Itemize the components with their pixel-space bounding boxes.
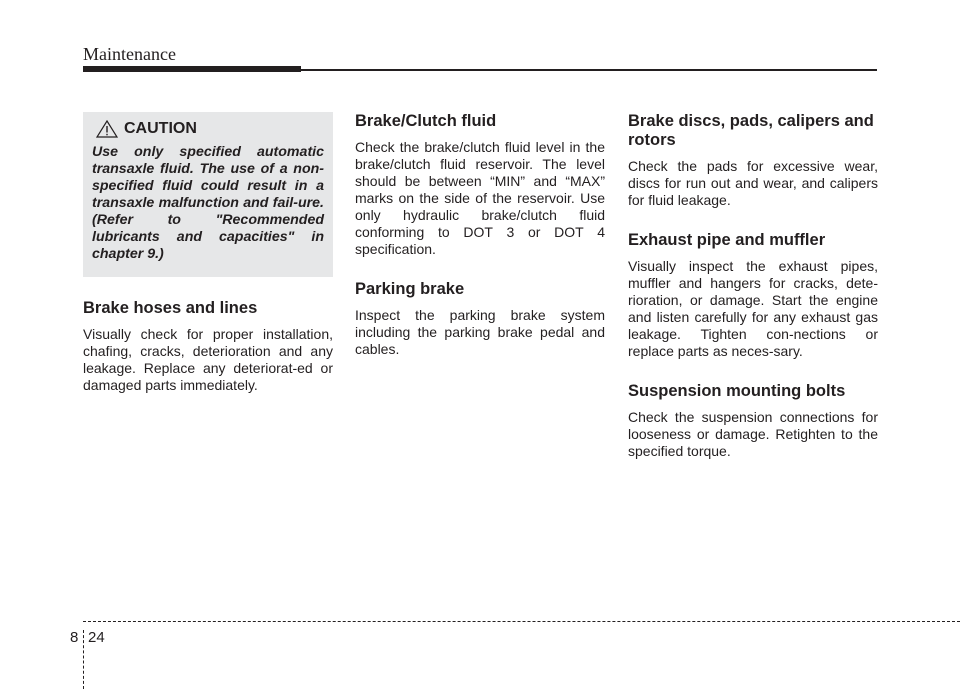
footer-page-number: 24: [88, 629, 105, 646]
section-title-parking-brake: Parking brake: [355, 280, 465, 298]
section-title-brake-clutch-fluid: Brake/Clutch fluid: [355, 112, 497, 130]
section-title-exhaust: Exhaust pipe and muffler: [628, 231, 826, 249]
section-body-parking-brake: Inspect the parking brake system including the parking brake pedal and cables.: [355, 307, 605, 357]
caution-header: [96, 120, 324, 138]
section-body-brake-hoses: Visually check for proper installation, chafing, cracks, deterioration and any leakage. Replace any deteriorat-ed or damaged parts immediately.: [83, 326, 333, 393]
caution-label: CAUTION: [124, 120, 197, 137]
section-body-suspension: Check the suspension connections for looseness or damage. Retighten to the specified torque.: [628, 409, 878, 459]
page-header-title: Maintenance: [83, 44, 176, 64]
caution-box: [83, 112, 333, 277]
section-title-suspension: Suspension mounting bolts: [628, 382, 846, 400]
footer-chapter-number: 8: [70, 629, 79, 646]
section-title-brake-discs: Brake discs, pads, calipers and rotors: [628, 112, 874, 149]
section-title-brake-hoses: Brake hoses and lines: [83, 299, 258, 317]
footer-rule: [83, 621, 960, 622]
column-right: [628, 112, 878, 482]
section-body-brake-discs: Check the pads for excessive wear, discs for run out and wear, and calipers for fluid leakage.: [628, 158, 878, 208]
warning-triangle-icon: [96, 120, 118, 138]
column-middle: [355, 112, 605, 380]
section-body-exhaust: Visually inspect the exhaust pipes, muffler and hangers for cracks, dete-rioration, or damage. Start the engine and listen carefully for any exhaust gas leakage. Tighten con-nections or replace parts as neces-sary.: [628, 258, 878, 359]
caution-text: Use only specified automatic transaxle fluid. The use of a non-specified fluid could result in a transaxle malfunction and fail-ure. (Refer to "Recommended lubricants and capacities" in chapter 9.): [92, 144, 324, 262]
footer-divider: [83, 630, 84, 689]
column-left: [83, 112, 333, 416]
section-body-brake-clutch-fluid: Check the brake/clutch fluid level in the brake/clutch fluid reservoir. The level should be between “MIN” and “MAX” marks on the side of the reservoir. Use only hydraulic brake/clutch fluid conforming to DOT 3 or DOT 4 specification.: [355, 139, 605, 257]
header-rule: [83, 69, 877, 71]
